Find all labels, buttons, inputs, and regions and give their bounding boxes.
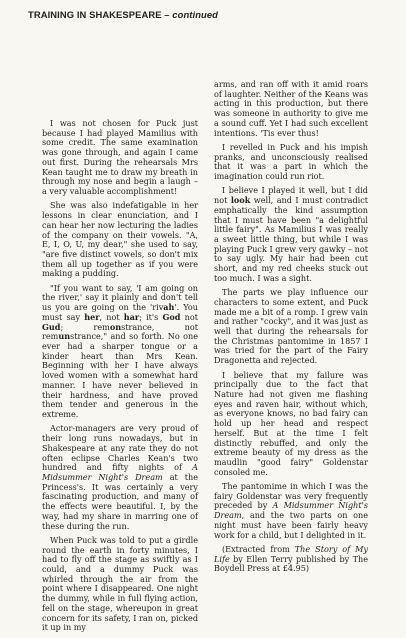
- paragraph: [214, 482, 368, 540]
- text-run: '. You must say: [42, 302, 198, 322]
- italic-title: A Midsummer Night's Dream: [214, 500, 368, 521]
- text-run: I believe I played it well, but I did not: [214, 185, 368, 206]
- text-run: , and the two parts on one night must have been fairly heavy work for a child, but I delighted in it.: [214, 510, 368, 540]
- text-run: Actor-managers are very proud of their long runs nowadays, but in Shakespeare at any rate they do not often eclipse Charles Kean's two hundred and fifty nights of: [42, 423, 198, 473]
- paragraph: [214, 186, 368, 283]
- text-run: The pantomime in which I was the fairy Goldenstar was very frequently preceded by: [214, 481, 368, 511]
- right-column: [214, 80, 368, 579]
- paragraph: She was also indefatigable in her lessons in clear enunciation, and I can hear her now lecturing the ladies of the company on their vowels. "A, E, I, O, U, my dear," she used to say, "are five distinct vowels, so don't mix them all up together as if you were making a pudding.: [42, 200, 198, 279]
- text-run: strance," and so forth. No one ever had a sharper tongue or a kinder heart than Mrs Kean. Beginning with her I have always loved women with a somewhat hard manner. I have never believed in their hardness, and have proved them tender and generous in the extreme.: [42, 331, 198, 420]
- continued-label: – continued: [161, 9, 218, 20]
- text-run: "If you want to say, 'I am going on the river,' say it plainly and don't tell us you are going on the 'riv: [42, 282, 198, 313]
- text-run: ; it's: [139, 311, 163, 322]
- paragraph: [42, 424, 198, 531]
- paragraph: I was not chosen for Puck just because I had played Mamilius with some credit. The same examination was gone through, and again I came out first. During the rehearsals Mrs Kean taught me to draw my breath in through my nose and begin a laugh – a very valuable accomplishment!: [42, 118, 198, 197]
- paragraph: The parts we play influence our characters to some extent, and Puck made me a bit of a romp. I grew vain and rather "cocky", and it was just as well that during the rehearsals for the Christmas pantomime in 1857 I was tried for the part of the Fairy Dragonetta and rejected.: [214, 287, 368, 366]
- text-run: well, and I must contradict emphatically the kind assumption that I must have been "a delightful little fairy". As Mamilius I was really a sweet little thing, but while I was playing Puck I grew very gawky – not to say ugly. My hair had been cut short, and my red cheeks stuck out too much. I was a sight.: [214, 195, 368, 283]
- text-run: , not: [99, 311, 124, 322]
- text-run: at the Princess's. It was certainly a very fascinating production, and many of the effects were beautiful. I, by the way, had my share in marring one of these during the run.: [42, 471, 198, 531]
- source-credit: [214, 545, 368, 574]
- paragraph: I revelled in Puck and his impish pranks, and unconsciously realised that it was a part in which the imagination could run riot.: [214, 141, 368, 182]
- bold-text: on: [109, 321, 122, 332]
- bold-text: her: [84, 311, 100, 322]
- paragraph: [42, 284, 198, 420]
- running-head: [28, 9, 218, 20]
- bold-text: ah: [163, 302, 175, 313]
- paragraph: arms, and ran off with it amid roars of laughter. Neither of the Keans was acting in this production, but there was someone in authority to give me a sound cuff. Yet I had such excellent intentions. 'Tis ever thus!: [214, 79, 368, 138]
- bold-text: un: [58, 331, 71, 342]
- bold-text: har: [123, 311, 140, 322]
- bold-text: Gud: [42, 321, 61, 332]
- italic-title: A Midsummer Night's Dream: [42, 462, 198, 482]
- text-run: strance, not rem: [42, 321, 198, 342]
- text-run: (Extracted from: [222, 543, 295, 554]
- italic-title: The Story of My Life: [214, 543, 368, 564]
- text-run: by Ellen Terry published by The Boydell Press at £4.95): [214, 553, 368, 574]
- left-column: [42, 119, 198, 638]
- bold-text: God: [162, 311, 181, 322]
- paragraph: I believe that my failure was principally due to the fact that Nature had not given me flashing eyes and raven hair, without which, as everyone knows, no bad fairy can hold up her head and respect herself. But at the time I felt distinctly rebuffed, and only the extreme beauty of my dress as the maudlin "good fairy" Goldenstar consoled me.: [214, 369, 368, 477]
- section-title: TRAINING IN SHAKESPEARE: [28, 9, 162, 20]
- text-run: not: [180, 311, 198, 322]
- paragraph: When Puck was told to put a girdle round the earth in forty minutes, I had to fly off the stage as swiftly as I could, and a dummy Puck was whirled through the air from the point where I disappeared. One night the dummy, while in full flying action, fell on the stage, whereupon in great concern for its safety, I ran on, picked it up in my: [42, 534, 198, 633]
- bold-text: look: [230, 195, 251, 206]
- text-run: ; rem: [60, 321, 110, 332]
